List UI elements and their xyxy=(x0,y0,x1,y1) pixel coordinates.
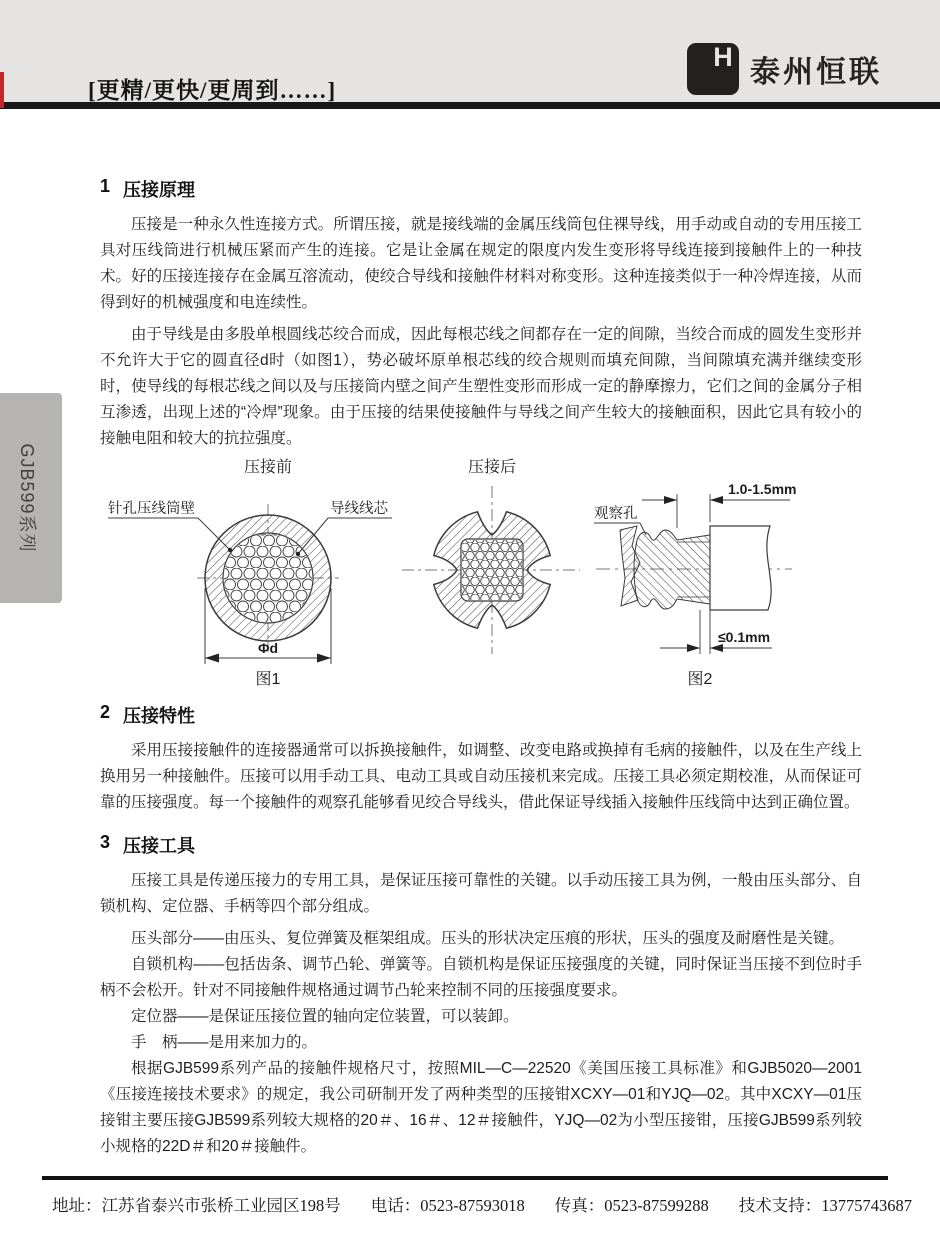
section-1-heading xyxy=(100,176,862,202)
fig2-dim-top: 1.0-1.5mm xyxy=(728,481,797,497)
fig2-hole-label: 观察孔 xyxy=(594,506,638,522)
section-3-heading xyxy=(100,832,862,858)
crimp-diagram-svg xyxy=(100,458,862,688)
section-2-title: 压接特性 xyxy=(123,706,196,726)
series-side-tab xyxy=(0,393,62,603)
fig1-core-label: 导线线芯 xyxy=(330,501,388,517)
brand-logo xyxy=(686,42,882,96)
footer-support: 技术支持：13775743687 xyxy=(738,1196,912,1215)
fig1-wall-label: 针孔压线筒壁 xyxy=(108,501,195,517)
fig2-dim-bottom: ≤0.1mm xyxy=(718,629,771,645)
section-2-heading xyxy=(100,702,862,728)
fig2-title-before-after: 压接后 xyxy=(467,459,517,476)
header-slogan: [更精/更快/更周到……] xyxy=(88,78,337,103)
footer-phone: 电话：0523-87593018 xyxy=(370,1196,525,1215)
section-1-title: 压接原理 xyxy=(123,180,196,200)
footer-contact xyxy=(52,1192,912,1216)
section-3-number: 3 xyxy=(100,832,111,852)
fig1-title: 压接前 xyxy=(243,459,293,476)
lh-monogram: H xyxy=(713,42,733,72)
series-side-tab-label: GJB599系列 xyxy=(17,443,37,553)
tool-item-handle: 手 柄——是用来加力的。 xyxy=(131,1034,318,1051)
lh-logo-icon xyxy=(686,42,740,96)
red-edge-accent xyxy=(0,72,4,108)
section-2-number: 2 xyxy=(100,702,111,722)
section-1-number: 1 xyxy=(100,176,111,196)
tool-item-head: 压头部分——由压头、复位弹簧及框架组成。压头的形状决定压痕的形状，压头的强度及耐磨性是关键。 xyxy=(131,930,845,947)
crimp-figures xyxy=(100,458,862,688)
tool-item-lock: 自锁机构——包括齿条、调节凸轮、弹簧等。自锁机构是保证压接强度的关键，同时保证当压接不到位时手柄不会松开。针对不同接触件规格通过调节凸轮来控制不同的压接强度要求。 xyxy=(100,956,862,999)
main-content xyxy=(100,176,862,1166)
section-3-title: 压接工具 xyxy=(123,836,196,856)
fig1-dim: Φd xyxy=(257,640,279,656)
fig2-caption: 图2 xyxy=(687,671,713,688)
crimped-wire-strands xyxy=(462,540,522,600)
section-1-paragraph: 由于导线是由多股单根圆线芯绞合而成，因此每根芯线之间都存在一定的间隙，当绞合而成的圆发生变形并不允许大于它的圆直径d时（如图1），势必破坏原单根芯线的绞合规则而填充间隙，当间隙填充满并继续变形时，使导线的每根芯线之间以及与压接筒内壁之间产生塑性变形而形成一定的静摩擦力，它们之间的金属分子相互渗透，出现上述的“冷焊”现象。由于压接的结果使接触件与导线之间产生较大的接触面积，因此它具有较小的接触电阻和较大的抗拉强度。 xyxy=(100,326,862,447)
section-3-closing-paragraph: 根据GJB599系列产品的接触件规格尺寸，按照MIL—C—22520《美国压接工具标准》和GJB5020—2001《压接连接技术要求》的规定，我公司研制开发了两种类型的压接钳XCXY—01和YJQ—02。其中XCXY—01压接钳主要压接GJB599系列较大规格的20＃、16＃、12＃接触件，YJQ—02为小型压接钳，压接GJB599系列较小规格的22D＃和20＃接触件。 xyxy=(100,1060,862,1155)
section-1-paragraph: 压接是一种永久性连接方式。所谓压接，就是接线端的金属压线筒包住裸导线，用手动或自动的专用压接工具对压线筒进行机械压紧而产生的连接。它是让金属在规定的限度内发生变形将导线连接到接触件上的一种技术。好的压接连接存在金属互溶流动，使绞合导线和接触件材料对称变形。这种连接类似于一种冷焊连接，从而得到好的机械强度和电连续性。 xyxy=(100,216,862,311)
tool-item-positioner: 定位器——是保证压接位置的轴向定位装置，可以装卸。 xyxy=(131,1008,519,1025)
section-3-paragraph: 压接工具是传递压接力的专用工具，是保证压接可靠性的关键。以手动压接工具为例，一般由压头部分、自锁机构、定位器、手柄等四个部分组成。 xyxy=(100,872,862,915)
page-header xyxy=(0,0,940,109)
fig1-caption: 图1 xyxy=(255,671,281,688)
footer-rule xyxy=(42,1176,888,1180)
footer-fax: 传真：0523-87599288 xyxy=(554,1196,709,1215)
contact-body xyxy=(710,526,771,610)
section-2-paragraph: 采用压接接触件的连接器通常可以拆换接触件，如调整、改变电路或换掉有毛病的接触件，以及在生产线上换用另一种接触件。压接可以用手动工具、电动工具或自动压接机来完成。压接工具必须定期校准，从而保证可靠的压接强度。每一个接触件的观察孔能够看见绞合导线头，借此保证导线插入接触件压线筒中达到正确位置。 xyxy=(100,742,862,811)
wire-strands xyxy=(224,534,312,622)
footer-address: 地址：江苏省泰兴市张桥工业园区198号 xyxy=(52,1196,341,1215)
brand-name: 泰州恒联 xyxy=(750,56,882,89)
